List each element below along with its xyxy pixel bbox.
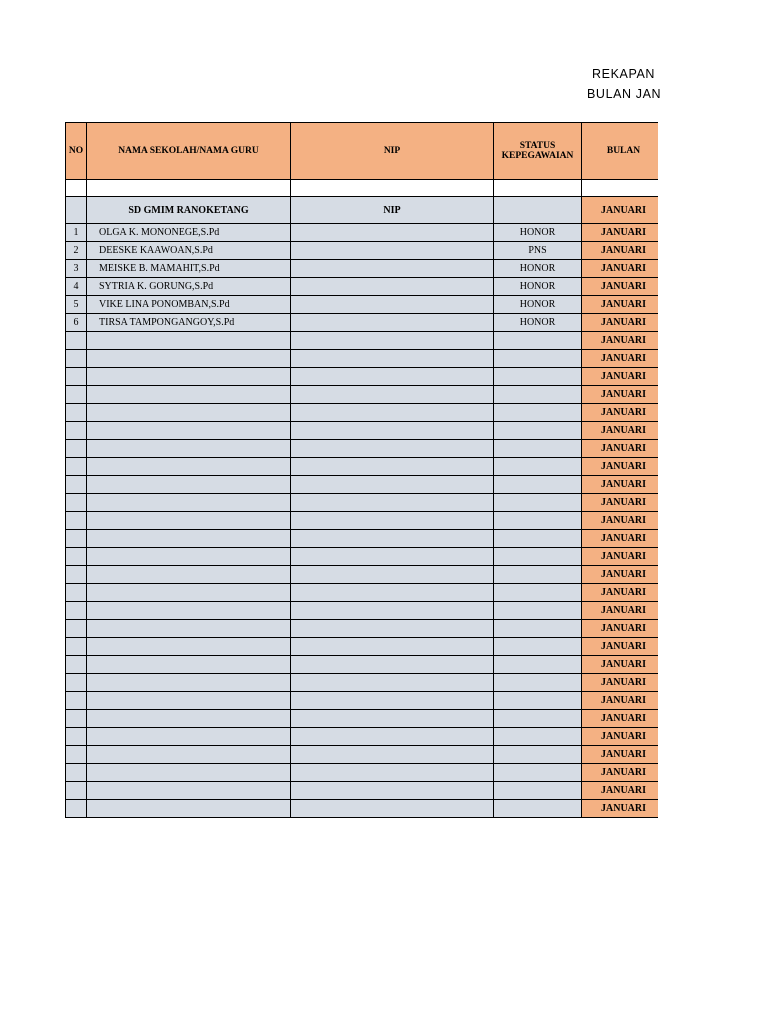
row-bulan[interactable]: JANUARI (582, 584, 659, 602)
row-status[interactable]: PNS (494, 242, 582, 260)
row-nip[interactable] (291, 746, 494, 764)
row-no[interactable] (66, 386, 87, 404)
row-name[interactable] (87, 584, 291, 602)
row-no[interactable] (66, 710, 87, 728)
row-bulan[interactable]: JANUARI (582, 764, 659, 782)
row-bulan[interactable]: JANUARI (582, 638, 659, 656)
row-status[interactable] (494, 512, 582, 530)
table-row (66, 494, 659, 512)
row-no[interactable] (66, 764, 87, 782)
school-bulan[interactable]: JANUARI (582, 197, 659, 224)
table-row (66, 566, 659, 584)
table-row (66, 242, 659, 260)
row-status[interactable] (494, 548, 582, 566)
row-status[interactable] (494, 782, 582, 800)
row-name[interactable] (87, 422, 291, 440)
row-name[interactable] (87, 512, 291, 530)
row-name[interactable]: OLGA K. MONONEGE,S.Pd (87, 224, 291, 242)
row-no[interactable] (66, 638, 87, 656)
row-no[interactable] (66, 602, 87, 620)
cell[interactable] (494, 197, 582, 224)
row-bulan[interactable]: JANUARI (582, 494, 659, 512)
row-name[interactable] (87, 656, 291, 674)
row-name[interactable] (87, 530, 291, 548)
row-nip[interactable] (291, 386, 494, 404)
row-name[interactable] (87, 764, 291, 782)
teacher-table (65, 122, 658, 818)
row-nip[interactable] (291, 368, 494, 386)
cell[interactable] (66, 197, 87, 224)
row-nip[interactable] (291, 440, 494, 458)
row-name[interactable]: VIKE LINA PONOMBAN,S.Pd (87, 296, 291, 314)
row-nip[interactable] (291, 584, 494, 602)
row-bulan[interactable]: JANUARI (582, 386, 659, 404)
table-row (66, 620, 659, 638)
row-bulan[interactable]: JANUARI (582, 278, 659, 296)
row-no[interactable] (66, 782, 87, 800)
row-bulan[interactable]: JANUARI (582, 422, 659, 440)
row-nip[interactable] (291, 620, 494, 638)
row-no[interactable]: 3 (66, 260, 87, 278)
row-nip[interactable] (291, 512, 494, 530)
row-name[interactable] (87, 620, 291, 638)
row-bulan[interactable]: JANUARI (582, 746, 659, 764)
row-name[interactable] (87, 332, 291, 350)
row-no[interactable] (66, 620, 87, 638)
row-nip[interactable] (291, 692, 494, 710)
row-no[interactable] (66, 422, 87, 440)
row-status[interactable] (494, 584, 582, 602)
row-nip[interactable] (291, 764, 494, 782)
row-bulan[interactable]: JANUARI (582, 260, 659, 278)
row-status[interactable] (494, 638, 582, 656)
row-nip[interactable] (291, 674, 494, 692)
row-name[interactable] (87, 440, 291, 458)
row-no[interactable] (66, 530, 87, 548)
row-no[interactable] (66, 458, 87, 476)
row-no[interactable] (66, 566, 87, 584)
row-status[interactable] (494, 602, 582, 620)
table-row (66, 386, 659, 404)
row-no[interactable] (66, 656, 87, 674)
spacer-row (66, 180, 659, 197)
row-bulan[interactable]: JANUARI (582, 350, 659, 368)
row-status[interactable] (494, 404, 582, 422)
row-status[interactable] (494, 620, 582, 638)
row-no[interactable] (66, 512, 87, 530)
row-name[interactable]: SYTRIA K. GORUNG,S.Pd (87, 278, 291, 296)
row-name[interactable] (87, 638, 291, 656)
row-status[interactable]: HONOR (494, 296, 582, 314)
table-row (66, 548, 659, 566)
row-status[interactable] (494, 800, 582, 818)
row-nip[interactable] (291, 350, 494, 368)
table-row (66, 530, 659, 548)
row-nip[interactable] (291, 458, 494, 476)
row-no[interactable] (66, 476, 87, 494)
table-row (66, 638, 659, 656)
table-row (66, 746, 659, 764)
row-no[interactable] (66, 440, 87, 458)
row-status[interactable] (494, 476, 582, 494)
row-status[interactable]: HONOR (494, 314, 582, 332)
row-nip[interactable] (291, 728, 494, 746)
row-bulan[interactable]: JANUARI (582, 404, 659, 422)
table-row (66, 422, 659, 440)
row-nip[interactable] (291, 278, 494, 296)
row-bulan[interactable]: JANUARI (582, 368, 659, 386)
row-bulan[interactable]: JANUARI (582, 440, 659, 458)
row-name[interactable] (87, 494, 291, 512)
report-title-line1: REKAPAN (592, 67, 656, 81)
table-row (66, 512, 659, 530)
cell[interactable] (66, 180, 87, 197)
row-nip[interactable] (291, 656, 494, 674)
row-status[interactable]: HONOR (494, 224, 582, 242)
table-row (66, 674, 659, 692)
school-nip[interactable]: NIP (291, 197, 494, 224)
row-name[interactable] (87, 458, 291, 476)
row-name[interactable]: TIRSA TAMPONGANGOY,S.Pd (87, 314, 291, 332)
row-bulan[interactable]: JANUARI (582, 548, 659, 566)
row-status[interactable] (494, 674, 582, 692)
row-no[interactable] (66, 404, 87, 422)
row-status[interactable] (494, 566, 582, 584)
row-bulan[interactable]: JANUARI (582, 728, 659, 746)
row-bulan[interactable]: JANUARI (582, 242, 659, 260)
row-bulan[interactable]: JANUARI (582, 512, 659, 530)
header-name[interactable]: NAMA SEKOLAH/NAMA GURU (87, 123, 291, 180)
row-nip[interactable] (291, 710, 494, 728)
row-name[interactable]: MEISKE B. MAMAHIT,S.Pd (87, 260, 291, 278)
row-status[interactable] (494, 458, 582, 476)
row-no[interactable] (66, 674, 87, 692)
row-no[interactable] (66, 584, 87, 602)
table-row (66, 314, 659, 332)
row-name[interactable]: DEESKE KAAWOAN,S.Pd (87, 242, 291, 260)
row-no[interactable]: 5 (66, 296, 87, 314)
table-row (66, 782, 659, 800)
header-nip[interactable]: NIP (291, 123, 494, 180)
table-row (66, 260, 659, 278)
row-nip[interactable] (291, 404, 494, 422)
row-name[interactable] (87, 476, 291, 494)
row-bulan[interactable]: JANUARI (582, 782, 659, 800)
row-status[interactable] (494, 494, 582, 512)
cell[interactable] (494, 180, 582, 197)
row-nip[interactable] (291, 314, 494, 332)
row-bulan[interactable]: JANUARI (582, 674, 659, 692)
row-bulan[interactable]: JANUARI (582, 692, 659, 710)
row-no[interactable]: 4 (66, 278, 87, 296)
row-status[interactable] (494, 764, 582, 782)
header-status[interactable]: STATUS KEPEGAWAIAN (494, 123, 582, 180)
row-bulan[interactable]: JANUARI (582, 566, 659, 584)
table-row (66, 800, 659, 818)
row-name[interactable] (87, 566, 291, 584)
row-name[interactable] (87, 602, 291, 620)
table-row (66, 458, 659, 476)
table-row (66, 656, 659, 674)
table-row (66, 296, 659, 314)
row-bulan[interactable]: JANUARI (582, 530, 659, 548)
row-status[interactable] (494, 332, 582, 350)
table-row (66, 404, 659, 422)
row-bulan[interactable]: JANUARI (582, 296, 659, 314)
row-nip[interactable] (291, 296, 494, 314)
row-bulan[interactable]: JANUARI (582, 476, 659, 494)
row-no[interactable] (66, 746, 87, 764)
table-row (66, 692, 659, 710)
spreadsheet (65, 122, 658, 818)
row-no[interactable]: 2 (66, 242, 87, 260)
table-row (66, 332, 659, 350)
row-nip[interactable] (291, 548, 494, 566)
table-row (66, 728, 659, 746)
row-status[interactable] (494, 746, 582, 764)
report-title-line2: BULAN JAN (587, 87, 662, 101)
row-name[interactable] (87, 368, 291, 386)
row-name[interactable] (87, 782, 291, 800)
row-nip[interactable] (291, 566, 494, 584)
table-row (66, 584, 659, 602)
row-no[interactable] (66, 692, 87, 710)
row-bulan[interactable]: JANUARI (582, 458, 659, 476)
row-no[interactable] (66, 728, 87, 746)
row-status[interactable] (494, 350, 582, 368)
row-no[interactable] (66, 800, 87, 818)
row-name[interactable] (87, 692, 291, 710)
table-row (66, 368, 659, 386)
table-row (66, 440, 659, 458)
row-status[interactable] (494, 440, 582, 458)
row-name[interactable] (87, 404, 291, 422)
row-name[interactable] (87, 386, 291, 404)
row-nip[interactable] (291, 602, 494, 620)
row-nip[interactable] (291, 638, 494, 656)
row-no[interactable]: 6 (66, 314, 87, 332)
row-name[interactable] (87, 710, 291, 728)
header-bulan[interactable]: BULAN (582, 123, 659, 180)
row-no[interactable] (66, 494, 87, 512)
row-bulan[interactable]: JANUARI (582, 710, 659, 728)
row-nip[interactable] (291, 782, 494, 800)
row-nip[interactable] (291, 224, 494, 242)
row-status[interactable] (494, 422, 582, 440)
row-name[interactable] (87, 800, 291, 818)
row-status[interactable] (494, 692, 582, 710)
row-status[interactable]: HONOR (494, 260, 582, 278)
table-row (66, 764, 659, 782)
row-nip[interactable] (291, 260, 494, 278)
row-no[interactable] (66, 332, 87, 350)
row-status[interactable] (494, 656, 582, 674)
row-status[interactable] (494, 710, 582, 728)
row-status[interactable] (494, 386, 582, 404)
header-no[interactable]: NO (66, 123, 87, 180)
table-row (66, 278, 659, 296)
row-name[interactable] (87, 728, 291, 746)
row-name[interactable] (87, 674, 291, 692)
row-nip[interactable] (291, 494, 494, 512)
row-nip[interactable] (291, 530, 494, 548)
table-row (66, 224, 659, 242)
row-name[interactable] (87, 548, 291, 566)
row-nip[interactable] (291, 476, 494, 494)
row-nip[interactable] (291, 800, 494, 818)
table-row (66, 350, 659, 368)
row-no[interactable] (66, 368, 87, 386)
cell[interactable] (87, 180, 291, 197)
row-nip[interactable] (291, 332, 494, 350)
row-no[interactable]: 1 (66, 224, 87, 242)
row-bulan[interactable]: JANUARI (582, 602, 659, 620)
table-row (66, 710, 659, 728)
table-row (66, 476, 659, 494)
row-name[interactable] (87, 350, 291, 368)
row-status[interactable]: HONOR (494, 278, 582, 296)
table-row (66, 602, 659, 620)
row-bulan[interactable]: JANUARI (582, 314, 659, 332)
row-name[interactable] (87, 746, 291, 764)
cell[interactable] (582, 180, 659, 197)
row-bulan[interactable]: JANUARI (582, 332, 659, 350)
row-bulan[interactable]: JANUARI (582, 800, 659, 818)
school-row (66, 197, 659, 224)
row-nip[interactable] (291, 422, 494, 440)
row-no[interactable] (66, 350, 87, 368)
row-status[interactable] (494, 728, 582, 746)
header-row (66, 123, 659, 180)
row-bulan[interactable]: JANUARI (582, 224, 659, 242)
row-bulan[interactable]: JANUARI (582, 656, 659, 674)
row-no[interactable] (66, 548, 87, 566)
row-bulan[interactable]: JANUARI (582, 620, 659, 638)
row-nip[interactable] (291, 242, 494, 260)
cell[interactable] (291, 180, 494, 197)
row-status[interactable] (494, 368, 582, 386)
row-status[interactable] (494, 530, 582, 548)
school-name[interactable]: SD GMIM RANOKETANG (87, 197, 291, 224)
